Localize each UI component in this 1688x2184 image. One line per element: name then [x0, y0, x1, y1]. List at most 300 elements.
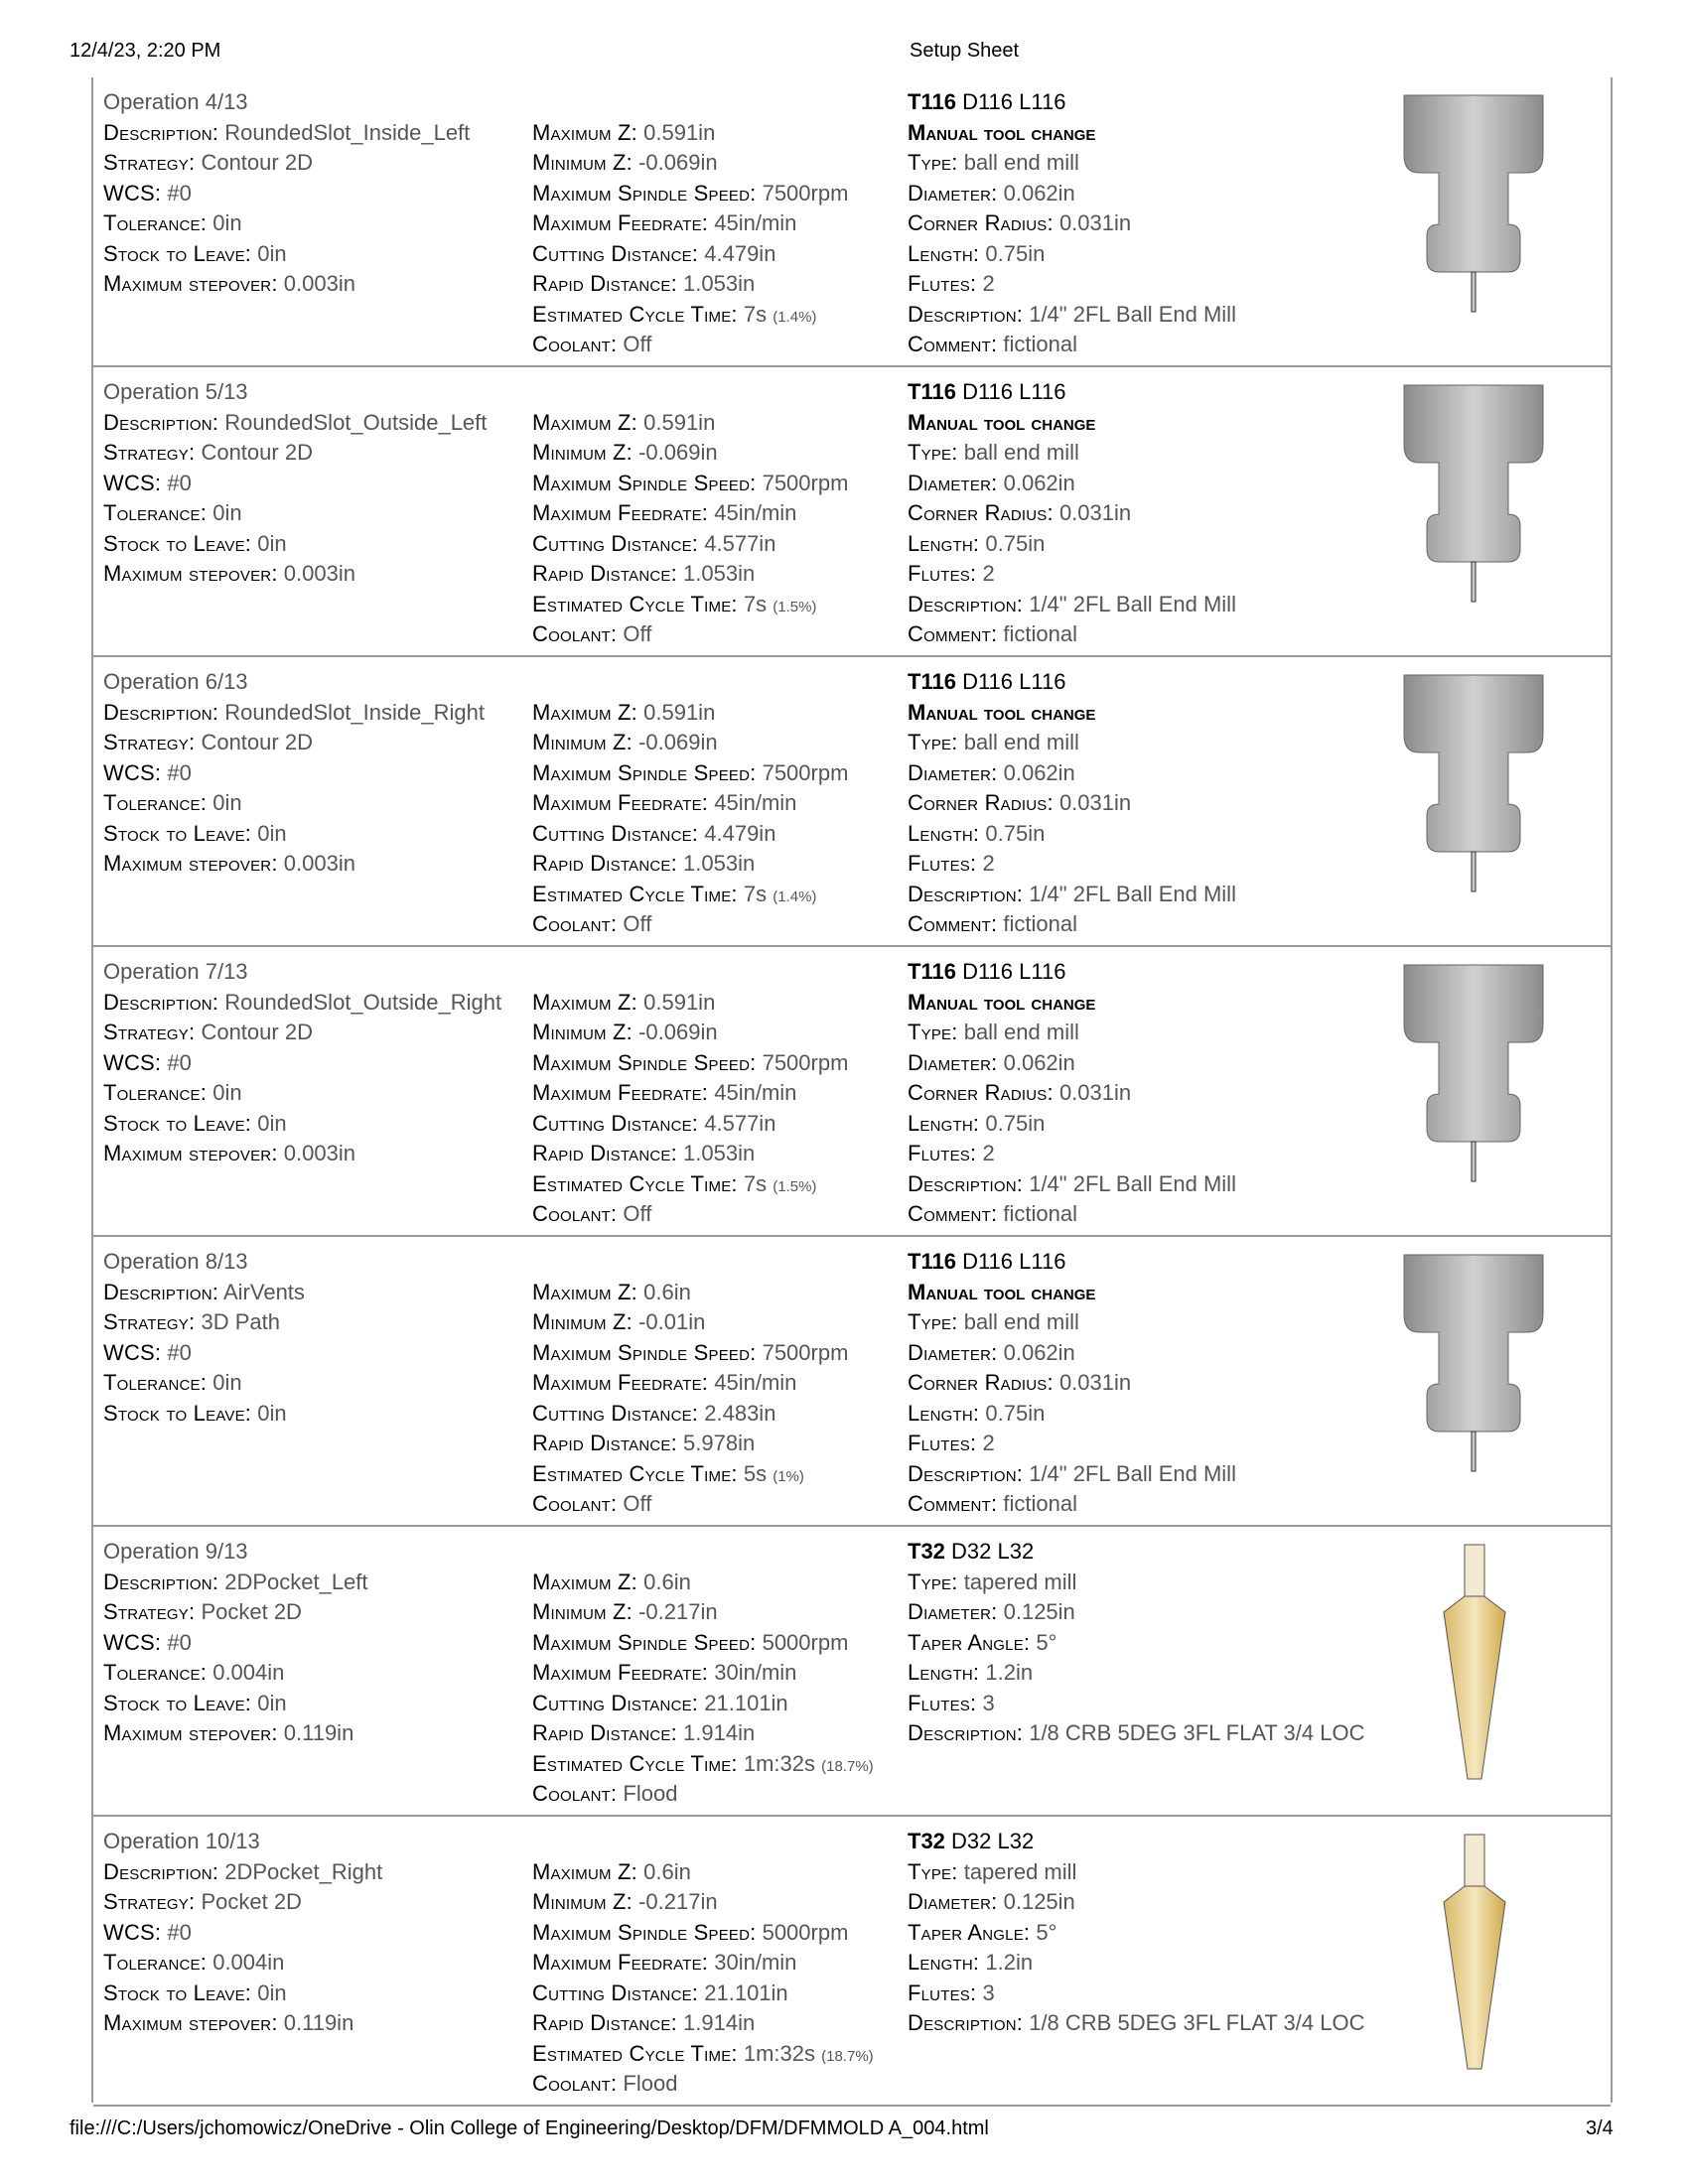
tool-taper-angle-value: 5° [1036, 1919, 1057, 1945]
operation-parameters [532, 957, 910, 1230]
tool-length-value: 1.2in [985, 1950, 1034, 1975]
operation-strategy-label: Strategy: [103, 1309, 196, 1334]
rapid-distance [532, 1139, 910, 1169]
operation-stock [103, 1399, 530, 1430]
operation-tolerance [103, 498, 530, 529]
operation-parameters [532, 1827, 910, 2100]
operation-wcs-value: #0 [167, 759, 192, 785]
min-z-label: Minimum Z: [532, 1309, 633, 1334]
cycle-time-percent: (18.7%) [821, 2047, 874, 2065]
operation-stepover-label: Maximum stepover: [103, 1720, 278, 1745]
tool-comment-label: Comment: [908, 621, 998, 646]
operation-info [103, 377, 530, 590]
operation-stepover [103, 1718, 530, 1749]
cycle-time-percent: (1%) [773, 1467, 804, 1485]
max-z-value: 0.591in [643, 119, 716, 145]
cutting-distance-label: Cutting Distance: [532, 240, 699, 266]
cycle-time [532, 590, 910, 620]
operation-stock [103, 1109, 530, 1140]
max-spindle-speed [532, 1338, 910, 1369]
max-z-value: 0.591in [643, 699, 716, 725]
manual-tool-change: Manual tool change [908, 409, 1096, 435]
operation-wcs-value: #0 [167, 1629, 192, 1655]
operation-tolerance-value: 0in [212, 790, 242, 815]
cutting-distance-label: Cutting Distance: [532, 1690, 699, 1715]
max-feedrate [532, 1368, 910, 1399]
tool-image [1384, 77, 1603, 367]
operation-wcs-label: WCS: [103, 759, 162, 785]
tool-description-label: Description: [908, 591, 1024, 616]
max-spindle-speed [532, 1918, 910, 1949]
max-feedrate [532, 1948, 910, 1979]
coolant [532, 1489, 910, 1520]
max-z-value: 0.591in [643, 409, 716, 435]
max-z-value: 0.6in [643, 1569, 691, 1594]
operation-tolerance [103, 1078, 530, 1109]
tool-type-value: ball end mill [963, 1309, 1079, 1334]
min-z-label: Minimum Z: [532, 150, 633, 175]
operation-stepover-value: 0.003in [283, 561, 355, 586]
tool-type-label: Type: [908, 1858, 958, 1884]
operation-title: Operation 6/13 [103, 669, 248, 694]
operation-stock-label: Stock to Leave: [103, 240, 252, 266]
max-feedrate-label: Maximum Feedrate: [532, 210, 709, 235]
tool-corner-radius-label: Corner Radius: [908, 210, 1054, 235]
tool-flutes-value: 3 [982, 1979, 995, 2005]
rapid-distance-label: Rapid Distance: [532, 1720, 677, 1745]
tool-image [1384, 947, 1603, 1237]
tool-diameter-value: 0.062in [1003, 1049, 1075, 1075]
cycle-time-label: Estimated Cycle Time: [532, 591, 738, 616]
cutting-distance-label: Cutting Distance: [532, 1400, 699, 1426]
operation-tolerance [103, 1948, 530, 1979]
operation-block [93, 1237, 1611, 1527]
tool-dl: D116 L116 [962, 959, 1066, 984]
max-z-value: 0.6in [643, 1858, 691, 1884]
rapid-distance-label: Rapid Distance: [532, 1141, 677, 1165]
tool-description-label: Description: [908, 1170, 1024, 1196]
cycle-time-percent: (1.5%) [773, 1177, 817, 1195]
operation-strategy-label: Strategy: [103, 1020, 196, 1044]
tool-dl: D116 L116 [962, 1249, 1066, 1274]
coolant-value: Off [623, 332, 652, 356]
operation-info [103, 1247, 530, 1429]
operation-wcs [103, 1048, 530, 1079]
spacer [532, 1247, 910, 1278]
tool-type-label: Type: [908, 440, 958, 465]
coolant-label: Coolant: [532, 332, 618, 356]
operation-description [103, 1278, 530, 1308]
tool-length-value: 0.75in [985, 820, 1046, 846]
operation-stepover [103, 1139, 530, 1169]
max-spindle-speed-label: Maximum Spindle Speed: [532, 1049, 757, 1075]
ball-end-mill-icon [1384, 657, 1603, 947]
max-spindle-speed [532, 469, 910, 499]
operation-wcs [103, 179, 530, 209]
tapered-mill-icon [1384, 1817, 1603, 2107]
tool-description-label: Description: [908, 881, 1024, 906]
operation-wcs-value: #0 [167, 1049, 192, 1075]
operation-tolerance-label: Tolerance: [103, 1370, 208, 1395]
operation-description-label: Description: [103, 119, 219, 145]
rapid-distance [532, 1718, 910, 1749]
operation-description-value: AirVents [222, 1279, 305, 1304]
tool-taper-angle-label: Taper Angle: [908, 1919, 1031, 1945]
min-z [532, 148, 910, 179]
max-z [532, 408, 910, 439]
min-z-label: Minimum Z: [532, 1889, 633, 1914]
min-z-value: -0.217in [638, 1599, 718, 1624]
tool-diameter-value: 0.125in [1003, 1599, 1075, 1624]
cutting-distance [532, 1399, 910, 1430]
tool-taper-angle-label: Taper Angle: [908, 1629, 1031, 1655]
tool-diameter-label: Diameter: [908, 1889, 998, 1914]
max-spindle-speed-label: Maximum Spindle Speed: [532, 759, 757, 785]
tool-number: T116 [908, 1249, 956, 1274]
max-spindle-speed [532, 179, 910, 209]
tool-flutes-label: Flutes: [908, 561, 977, 586]
operation-description [103, 988, 530, 1019]
operation-wcs-value: #0 [167, 1339, 192, 1365]
max-z-label: Maximum Z: [532, 1279, 637, 1304]
tool-corner-radius-label: Corner Radius: [908, 1370, 1054, 1395]
min-z [532, 438, 910, 469]
operation-stock-value: 0in [257, 530, 287, 556]
cutting-distance [532, 1109, 910, 1140]
tool-comment-label: Comment: [908, 1201, 998, 1226]
tool-diameter-label: Diameter: [908, 759, 998, 785]
cutting-distance-label: Cutting Distance: [532, 1979, 699, 2005]
coolant-label: Coolant: [532, 2071, 618, 2096]
operation-wcs [103, 758, 530, 789]
tool-description-label: Description: [908, 301, 1024, 327]
rapid-distance [532, 269, 910, 300]
tool-length-value: 0.75in [985, 530, 1046, 556]
operation-tolerance-value: 0in [212, 210, 242, 235]
tool-length-label: Length: [908, 240, 980, 266]
ball-end-mill-icon [1384, 1237, 1603, 1527]
file-path: file:///C:/Users/jchomowicz/OneDrive - Olin College of Engineering/Desktop/DFM/DFMMOLD A_004.html [70, 2117, 989, 2139]
tool-dl: D116 L116 [962, 379, 1066, 404]
cycle-time-value: 1m:32s [743, 2040, 815, 2066]
operation-parameters [532, 87, 910, 360]
operation-description-label: Description: [103, 989, 219, 1015]
operation-tolerance-label: Tolerance: [103, 500, 208, 525]
operation-stock [103, 529, 530, 560]
manual-tool-change: Manual tool change [908, 989, 1096, 1015]
operation-strategy-label: Strategy: [103, 150, 196, 175]
operation-stock-label: Stock to Leave: [103, 1400, 252, 1426]
operation-title: Operation 10/13 [103, 1829, 260, 1853]
max-z [532, 988, 910, 1019]
operation-strategy [103, 1018, 530, 1048]
operation-tolerance-value: 0.004in [212, 1950, 285, 1975]
coolant-label: Coolant: [532, 911, 618, 936]
spacer [532, 1537, 910, 1568]
cycle-time-label: Estimated Cycle Time: [532, 2040, 738, 2066]
tool-description-value: 1/4" 2FL Ball End Mill [1029, 301, 1236, 327]
tool-length-value: 0.75in [985, 1110, 1046, 1136]
cutting-distance [532, 239, 910, 270]
max-z-label: Maximum Z: [532, 119, 637, 145]
tool-number: T32 [908, 1829, 945, 1853]
operation-stock-label: Stock to Leave: [103, 1979, 252, 2005]
operation-wcs-value: #0 [167, 180, 192, 205]
tool-flutes-label: Flutes: [908, 1141, 977, 1165]
operation-info [103, 957, 530, 1169]
operation-tolerance-label: Tolerance: [103, 1080, 208, 1105]
spacer [532, 87, 910, 118]
operation-wcs-label: WCS: [103, 470, 162, 495]
cycle-time-percent: (18.7%) [821, 1757, 874, 1775]
tool-image [1384, 1817, 1603, 2107]
page-title: Setup Sheet [910, 40, 1020, 62]
tool-corner-radius-label: Corner Radius: [908, 790, 1054, 815]
cycle-time-label: Estimated Cycle Time: [532, 1750, 738, 1776]
tool-description-label: Description: [908, 2010, 1024, 2035]
max-feedrate [532, 1658, 910, 1689]
tool-length-label: Length: [908, 1110, 980, 1136]
tool-corner-radius-label: Corner Radius: [908, 1080, 1054, 1105]
tool-comment-label: Comment: [908, 1491, 998, 1516]
tool-corner-radius-value: 0.031in [1058, 1370, 1132, 1395]
rapid-distance-value: 1.914in [683, 2010, 756, 2035]
cycle-time-label: Estimated Cycle Time: [532, 301, 738, 327]
operation-description-value: RoundedSlot_Outside_Right [224, 989, 502, 1015]
operation-tolerance [103, 208, 530, 239]
tool-diameter-label: Diameter: [908, 1049, 998, 1075]
operation-strategy-label: Strategy: [103, 1889, 196, 1914]
rapid-distance-value: 5.978in [683, 1431, 756, 1455]
cycle-time-label: Estimated Cycle Time: [532, 1170, 738, 1196]
operation-description-label: Description: [103, 1569, 219, 1594]
tool-flutes-label: Flutes: [908, 851, 977, 876]
tool-length-label: Length: [908, 1950, 980, 1975]
rapid-distance-label: Rapid Distance: [532, 1431, 677, 1455]
tool-type-label: Type: [908, 1020, 958, 1044]
operation-description-label: Description: [103, 1858, 219, 1884]
operation-stepover-value: 0.003in [283, 271, 355, 296]
max-spindle-speed-label: Maximum Spindle Speed: [532, 470, 757, 495]
operation-tolerance-label: Tolerance: [103, 210, 208, 235]
operation-strategy-value: 3D Path [201, 1309, 280, 1334]
max-spindle-speed-value: 5000rpm [762, 1629, 849, 1655]
max-feedrate-label: Maximum Feedrate: [532, 1950, 709, 1975]
operation-description-label: Description: [103, 699, 219, 725]
operation-block [93, 1817, 1611, 2107]
tool-number: T116 [908, 379, 956, 404]
operation-description-label: Description: [103, 1279, 219, 1304]
operation-block [93, 77, 1611, 367]
cutting-distance-value: 21.101in [704, 1690, 788, 1715]
manual-tool-change: Manual tool change [908, 1279, 1096, 1304]
tool-diameter-label: Diameter: [908, 1599, 998, 1624]
coolant-value: Off [623, 1201, 652, 1226]
operation-stock-value: 0in [257, 820, 287, 846]
cutting-distance-value: 4.479in [704, 240, 776, 266]
operation-title: Operation 7/13 [103, 959, 248, 984]
rapid-distance-label: Rapid Distance: [532, 271, 677, 296]
max-spindle-speed-label: Maximum Spindle Speed: [532, 1919, 757, 1945]
manual-tool-change: Manual tool change [908, 699, 1096, 725]
max-feedrate-value: 45in/min [714, 500, 797, 525]
coolant [532, 619, 910, 650]
operation-wcs-label: WCS: [103, 1339, 162, 1365]
cycle-time-value: 7s [743, 1170, 768, 1196]
operation-stock-label: Stock to Leave: [103, 1110, 252, 1136]
operation-block [93, 947, 1611, 1237]
operation-strategy [103, 438, 530, 469]
tool-type-value: ball end mill [963, 440, 1079, 465]
max-z-value: 0.591in [643, 989, 716, 1015]
cycle-time-percent: (1.4%) [773, 308, 817, 326]
operation-strategy-label: Strategy: [103, 1599, 196, 1624]
max-feedrate-value: 30in/min [714, 1660, 797, 1685]
coolant [532, 2069, 910, 2100]
cycle-time [532, 1749, 910, 1780]
max-spindle-speed-value: 5000rpm [762, 1919, 849, 1945]
cutting-distance [532, 529, 910, 560]
cycle-time-value: 7s [743, 301, 768, 327]
coolant-label: Coolant: [532, 1201, 618, 1226]
max-spindle-speed-value: 7500rpm [762, 180, 849, 205]
tool-length-label: Length: [908, 820, 980, 846]
coolant-value: Flood [623, 1781, 678, 1806]
tool-corner-radius-value: 0.031in [1058, 1080, 1132, 1105]
rapid-distance-value: 1.914in [683, 1720, 756, 1745]
operation-wcs-value: #0 [167, 470, 192, 495]
operation-stepover-value: 0.003in [283, 851, 355, 876]
operation-title: Operation 9/13 [103, 1539, 248, 1564]
operation-stock-label: Stock to Leave: [103, 820, 252, 846]
max-feedrate [532, 208, 910, 239]
operation-stock-value: 0in [257, 1690, 287, 1715]
operation-wcs-label: WCS: [103, 1919, 162, 1945]
operation-stock-value: 0in [257, 240, 287, 266]
tool-description-value: 1/4" 2FL Ball End Mill [1029, 1460, 1236, 1486]
operation-description-value: 2DPocket_Right [224, 1858, 383, 1884]
min-z-value: -0.01in [638, 1309, 706, 1334]
operation-strategy [103, 728, 530, 758]
operation-tolerance [103, 1658, 530, 1689]
tool-comment-value: fictional [1003, 911, 1077, 936]
min-z-value: -0.069in [638, 1020, 718, 1044]
tool-corner-radius-value: 0.031in [1058, 500, 1132, 525]
operation-stock-value: 0in [257, 1400, 287, 1426]
operation-title: Operation 4/13 [103, 89, 248, 114]
cutting-distance-value: 21.101in [704, 1979, 788, 2005]
tool-number: T32 [908, 1539, 945, 1564]
tool-flutes-value: 2 [982, 561, 995, 586]
tool-flutes-value: 2 [982, 271, 995, 296]
min-z [532, 728, 910, 758]
rapid-distance-value: 1.053in [683, 561, 756, 586]
operation-stock-label: Stock to Leave: [103, 1690, 252, 1715]
cycle-time-label: Estimated Cycle Time: [532, 1460, 738, 1486]
tool-dl: D32 L32 [951, 1829, 1035, 1853]
cutting-distance-value: 4.577in [704, 530, 776, 556]
max-z-label: Maximum Z: [532, 989, 637, 1015]
tool-type-value: tapered mill [963, 1858, 1077, 1884]
operation-info [103, 87, 530, 300]
max-feedrate-label: Maximum Feedrate: [532, 1080, 709, 1105]
ball-end-mill-icon [1384, 947, 1603, 1237]
operation-stepover [103, 2008, 530, 2039]
coolant-label: Coolant: [532, 1781, 618, 1806]
max-feedrate-label: Maximum Feedrate: [532, 1370, 709, 1395]
operation-strategy-value: Contour 2D [201, 730, 313, 754]
operation-stepover [103, 269, 530, 300]
tool-corner-radius-value: 0.031in [1058, 790, 1132, 815]
operation-info [103, 667, 530, 880]
rapid-distance [532, 849, 910, 880]
operation-strategy-value: Pocket 2D [201, 1889, 302, 1914]
rapid-distance [532, 559, 910, 590]
min-z-label: Minimum Z: [532, 1020, 633, 1044]
coolant-label: Coolant: [532, 1491, 618, 1516]
tool-dl: D116 L116 [962, 669, 1066, 694]
cycle-time [532, 1169, 910, 1200]
cycle-time [532, 2039, 910, 2070]
tool-flutes-label: Flutes: [908, 1431, 977, 1455]
tool-length-value: 0.75in [985, 1400, 1046, 1426]
max-feedrate-label: Maximum Feedrate: [532, 500, 709, 525]
operation-strategy [103, 1597, 530, 1628]
max-spindle-speed-value: 7500rpm [762, 1339, 849, 1365]
operation-wcs-label: WCS: [103, 1629, 162, 1655]
operation-strategy [103, 1307, 530, 1338]
operation-tolerance-value: 0.004in [212, 1660, 285, 1685]
tool-diameter-label: Diameter: [908, 1339, 998, 1365]
print-date: 12/4/23, 2:20 PM [70, 40, 221, 62]
operation-stock [103, 1979, 530, 2009]
cutting-distance-value: 4.577in [704, 1110, 776, 1136]
tool-comment-label: Comment: [908, 332, 998, 356]
max-feedrate-value: 45in/min [714, 790, 797, 815]
max-feedrate-value: 45in/min [714, 1370, 797, 1395]
operation-tolerance-label: Tolerance: [103, 1660, 208, 1685]
max-feedrate [532, 788, 910, 819]
max-feedrate [532, 1078, 910, 1109]
operation-stepover-label: Maximum stepover: [103, 271, 278, 296]
ball-end-mill-icon [1384, 367, 1603, 657]
max-z-label: Maximum Z: [532, 1858, 637, 1884]
operation-stock-value: 0in [257, 1110, 287, 1136]
operation-stepover-value: 0.119in [283, 2010, 354, 2035]
max-feedrate-label: Maximum Feedrate: [532, 1660, 709, 1685]
tool-number: T116 [908, 669, 956, 694]
operation-stock [103, 1689, 530, 1719]
tool-diameter-value: 0.062in [1003, 1339, 1075, 1365]
rapid-distance-label: Rapid Distance: [532, 561, 677, 586]
rapid-distance [532, 2008, 910, 2039]
spacer [532, 957, 910, 988]
operation-strategy-value: Contour 2D [201, 440, 313, 465]
cycle-time [532, 1459, 910, 1490]
tool-diameter-label: Diameter: [908, 470, 998, 495]
operation-block [93, 1527, 1611, 1817]
cycle-time [532, 300, 910, 331]
operations-sheet [91, 77, 1613, 2103]
cutting-distance [532, 1979, 910, 2009]
tool-type-label: Type: [908, 1569, 958, 1594]
tool-length-label: Length: [908, 530, 980, 556]
operation-description [103, 1568, 530, 1598]
coolant [532, 1779, 910, 1810]
manual-tool-change: Manual tool change [908, 119, 1096, 145]
tool-description-value: 1/4" 2FL Ball End Mill [1029, 1170, 1236, 1196]
tool-flutes-label: Flutes: [908, 1979, 977, 2005]
